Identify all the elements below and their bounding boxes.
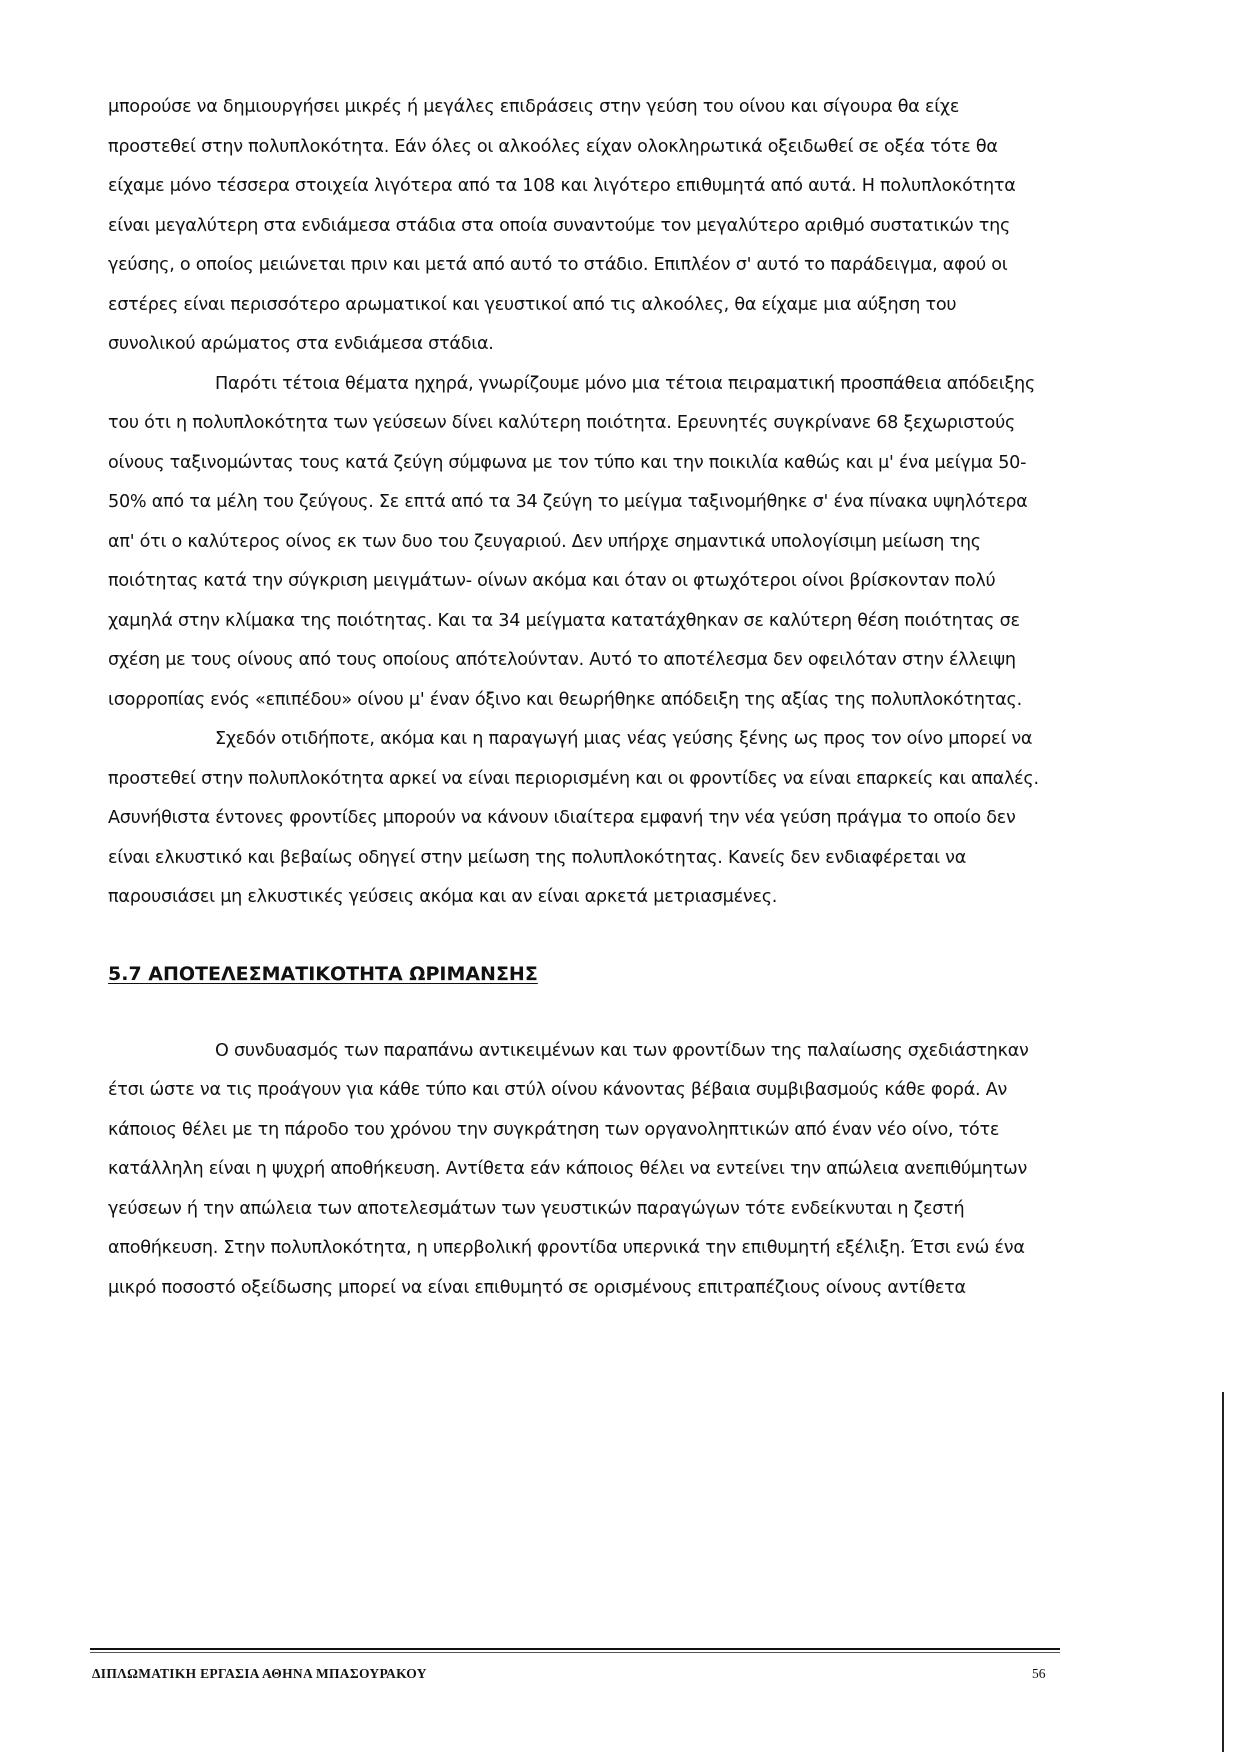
- body-text: [108, 88, 1048, 1308]
- paragraph-aging-efficiency: Ο συνδυασμός των παραπάνω αντικειμένων και των φροντίδων της παλαίωσης σχεδιάστηκαν έτσι ώστε να τις προάγουν για κάθε τύπο και στύλ οίνου κάνοντας βέβαια συμβιβασμούς κάθε φορά. Αν κάποιος θέλει με τη πάροδο του χρόνου την συγκράτηση των οργανοληπτικών από έναν νέο οίνο, τότε κατάλληλη είναι η ψυχρή αποθήκευση. Αντίθετα εάν κάποιος θέλει να εντείνει την απώλεια ανεπιθύμητων γεύσεων ή την απώλεια των αποτελεσμάτων των γευστικών παραγώγων τότε ενδείκνυται η ζεστή αποθήκευση. Στην πολυπλοκότητα, η υπερβολική φροντίδα υπερνικά την επιθυμητή εξέλιξη. Έτσι ενώ ένα μικρό ποσοστό οξείδωσης μπορεί να είναι επιθυμητό σε ορισμένους επιτραπέζιους οίνους αντίθετα: [108, 1040, 1029, 1298]
- footer-title: ΔΙΠΛΩΜΑΤΙΚΗ ΕΡΓΑΣΙΑ ΑΘΗΝΑ ΜΠΑΣΟΥΡΑΚΟΥ: [92, 1666, 427, 1681]
- scan-margin-line: [1222, 1392, 1224, 1752]
- footer-rule: [90, 1648, 1060, 1650]
- paragraph-continuation: μπορούσε να δημιουργήσει μικρές ή μεγάλες επιδράσεις στην γεύση του οίνου και σίγουρα θα είχε προστεθεί στην πολυπλοκότητα. Εάν όλες οι αλκοόλες είχαν ολοκληρωτικά οξειδωθεί σε οξέα τότε θα είχαμε μόνο τέσσερα στοιχεία λιγότερα από τα 108 και λιγότερο επιθυμητά από αυτά. Η πολυπλοκότητα είναι μεγαλύτερη στα ενδιάμεσα στάδια στα οποία συναντούμε τον μεγαλύτερο αριθμό συστατικών της γεύσης, ο οποίος μειώνεται πριν και μετά από αυτό το στάδιο. Επιπλέον σ' αυτό το παράδειγμα, αφού οι εστέρες είναι περισσότερο αρωματικοί και γευστικοί από τις αλκοόλες, θα είχαμε μια αύξηση του συνολικού αρώματος στα ενδιάμεσα στάδια.: [108, 97, 1016, 354]
- paragraph-new-flavour: Σχεδόν οτιδήποτε, ακόμα και η παραγωγή μιας νέας γεύσης ξένης ως προς τον οίνο μπορεί να προστεθεί στην πολυπλοκότητα αρκεί να είναι περιορισμένη και οι φροντίδες να είναι επαρκείς και απαλές. Ασυνήθιστα έντονες φροντίδες μπορούν να κάνουν ιδιαίτερα εμφανή την νέα γεύση πράγμα το οποίο δεν είναι ελκυστικό και βεβαίως οδηγεί στην μείωση της πολυπλοκότητας. Κανείς δεν ενδιαφέρεται να παρουσιάσει μη ελκυστικές γεύσεις ακόμα και αν είναι αρκετά μετριασμένες.: [108, 729, 1039, 907]
- footer-rule-thin: [90, 1652, 1060, 1653]
- paragraph-blend-experiment: Παρότι τέτοια θέματα ηχηρά, γνωρίζουμε μόνο μια τέτοια πειραματική προσπάθεια απόδειξης του ότι η πολυπλοκότητα των γεύσεων δίνει καλύτερη ποιότητα. Ερευνητές συγκρίνανε 68 ξεχωριστούς οίνους ταξινομώντας τους κατά ζεύγη σύμφωνα με τον τύπο και την ποικιλία καθώς και μ' ένα μείγμα 50-50% από τα μέλη του ζεύγους. Σε επτά από τα 34 ζεύγη το μείγμα ταξινομήθηκε σ' ένα πίνακα υψηλότερα απ' ότι ο καλύτερος οίνος εκ των δυο του ζευγαριού. Δεν υπήρχε σημαντικά υπολογίσιμη μείωση της ποιότητας κατά την σύγκριση μειγμάτων- οίνων ακόμα και όταν οι φτωχότεροι οίνοι βρίσκονταν πολύ χαμηλά στην κλίμακα της ποιότητας. Και τα 34 μείγματα κατατάχθηκαν σε καλύτερη θέση ποιότητας σε σχέση με τους οίνους από τους οποίους απότελούνταν. Αυτό το αποτέλεσμα δεν οφειλόταν στην έλλειψη ισορροπίας ενός «επιπέδου» οίνου μ' έναν όξινο και θεωρήθηκε απόδειξη της αξίας της πολυπλοκότητας.: [108, 373, 1036, 710]
- spacer: [108, 918, 1048, 954]
- page-number: 56: [1032, 1666, 1046, 1681]
- spacer: [108, 994, 1048, 1032]
- section-heading: 5.7 ΑΠΟΤΕΛΕΣΜΑΤΙΚΟΤΗΤΑ ΩΡΙΜΑΝΣΗΣ: [108, 962, 538, 985]
